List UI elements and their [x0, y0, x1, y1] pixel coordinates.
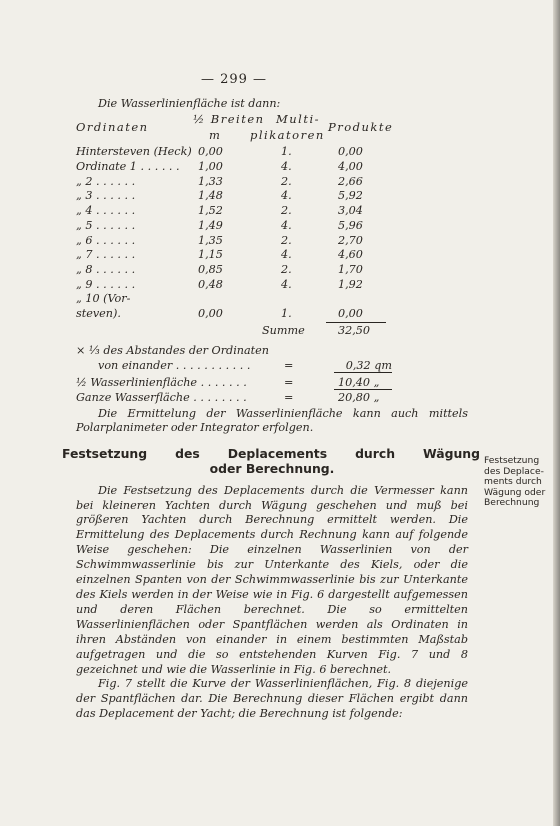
- row-label: „ 3 . . . . . .: [76, 189, 136, 203]
- result-row: [76, 359, 468, 374]
- row-breite: 0,48: [198, 277, 223, 291]
- row-breite: 0,00: [198, 306, 223, 320]
- result-equals: =: [284, 390, 294, 404]
- margin-note-line: Berechnung: [484, 497, 540, 509]
- row-multiplikator: 4.: [281, 218, 292, 232]
- result-row: [76, 344, 468, 359]
- result-label: Ganze Wasserfläche . . . . . . . .: [76, 390, 247, 404]
- row-breite: 1,00: [198, 160, 223, 174]
- result-equals: =: [284, 358, 294, 372]
- margin-note-line: Wägung oder: [484, 486, 546, 498]
- margin-note-line: ments durch: [484, 476, 542, 488]
- row-produkt: 0,00: [338, 145, 363, 159]
- result-value: 20,80 „: [338, 390, 380, 404]
- row-label: Ordinate 1 . . . . . .: [76, 160, 180, 174]
- margin-note-line: Festsetzung: [484, 455, 540, 466]
- row-produkt: 4,00: [338, 160, 363, 174]
- margin-note-line: des Deplace-: [484, 465, 544, 477]
- row-label: „ 10 (Vor-: [76, 292, 131, 306]
- row-produkt: 1,70: [338, 262, 363, 276]
- table-row: [76, 263, 468, 278]
- result-label: × ⅓ des Abstandes der Ordinaten: [76, 343, 269, 357]
- header-produkte: Produkte: [328, 120, 394, 135]
- table-row: [76, 307, 468, 322]
- row-label: Hintersteven (Heck): [76, 145, 192, 159]
- row-breite: 1,52: [198, 204, 223, 218]
- page-edge: [553, 0, 560, 826]
- row-label: „ 4 . . . . . .: [76, 204, 136, 218]
- table-row: [76, 219, 468, 234]
- margin-note: [484, 456, 554, 509]
- result-label: ½ Wasserlinienfläche . . . . . . .: [76, 375, 247, 389]
- row-produkt: 5,92: [338, 189, 363, 203]
- row-produkt: 2,70: [338, 233, 363, 247]
- page-content: [62, 96, 480, 722]
- heading-line-2: oder Berechnung.: [209, 460, 335, 476]
- heading-word: Deplacements: [227, 445, 328, 461]
- table-header: [76, 111, 468, 145]
- row-multiplikator: 4.: [281, 160, 292, 174]
- table-row: [76, 278, 468, 293]
- table-row: [76, 248, 468, 263]
- heading-word: Wägung: [423, 445, 480, 461]
- row-breite: 1,15: [198, 248, 223, 262]
- row-label: „ 6 . . . . . .: [76, 233, 136, 247]
- row-breite: 1,35: [198, 233, 223, 247]
- row-breite: 0,85: [198, 262, 223, 276]
- row-breite: 1,33: [198, 174, 223, 188]
- row-multiplikator: 2.: [281, 174, 292, 188]
- table-row: [76, 234, 468, 249]
- paragraph: Fig. 7 stellt die Kurve der Wasserlinienflächen, Fig. 8 diejenige der Spantflächen dar. Die Berechnung dieser Flächen ergibt dann das Deplacement der Yacht; die Berechnung ist folgende:: [76, 677, 468, 721]
- row-produkt: 2,66: [338, 174, 363, 188]
- section-heading: [62, 445, 480, 476]
- row-label: „ 8 . . . . . .: [76, 262, 136, 276]
- heading-word: Festsetzung: [62, 445, 148, 461]
- planimeter-note: Die Ermittelung der Wasserlinienfläche kann auch mittels Polarplanimeter oder Integrator erfolgen.: [76, 406, 468, 435]
- row-multiplikator: 1.: [281, 145, 292, 159]
- header-ordinaten: Ordinaten: [76, 120, 149, 135]
- row-multiplikator: 4.: [281, 248, 292, 262]
- row-label: „ 7 . . . . . .: [76, 248, 136, 262]
- summe-label: Summe: [262, 323, 305, 337]
- row-label: steven).: [76, 306, 121, 320]
- row-produkt: 1,92: [338, 277, 363, 291]
- row-breite: 1,48: [198, 189, 223, 203]
- body-text: [76, 484, 468, 723]
- row-multiplikator: 4.: [281, 277, 292, 291]
- row-label: „ 9 . . . . . .: [76, 277, 136, 291]
- result-label-cont: von einander . . . . . . . . . . .: [98, 358, 251, 372]
- heading-word: des: [175, 445, 200, 461]
- row-multiplikator: 4.: [281, 189, 292, 203]
- table-row: [76, 189, 468, 204]
- row-multiplikator: 2.: [281, 233, 292, 247]
- table-row: [76, 160, 468, 175]
- result-value: 0,32 qm: [334, 359, 392, 373]
- row-produkt: 3,04: [338, 204, 363, 218]
- table-body: [76, 145, 468, 321]
- page-number: — 299 —: [200, 72, 268, 87]
- result-row: [76, 376, 468, 391]
- row-produkt: 4,60: [338, 248, 363, 262]
- heading-line-1: [62, 446, 480, 461]
- row-produkt: 0,00: [338, 306, 363, 320]
- header-breiten: ½ Breiten: [193, 112, 265, 127]
- row-multiplikator: 1.: [281, 306, 292, 320]
- row-label: „ 5 . . . . . .: [76, 218, 136, 232]
- heading-word: durch: [355, 445, 396, 461]
- result-value: 10,40 „: [334, 376, 392, 390]
- paragraph: Die Festsetzung des Deplacements durch die Vermesser kann bei kleineren Yachten durch Wägung geschehen und muß bei größeren Yachten durch Berechnung ermittelt werden. Die Ermittelung des Deplacements durch Rechnung kann auf folgende Weise geschehen: Die einzelnen Wasserlinien von der Schwimmwasserlinie bis zur Unterkante des Kiels, oder die einzelnen Spanten von der Schwimmwasserlinie bis zur Unterkante des Kiels werden in der Weise wie in Fig. 6 dargestellt aufgemessen und deren Flächen berechnet. Die so ermittelten Wasserlinienflächen oder Spantflächen werden als Ordinaten in ihren Abständen von einander in einem bestimmten Maßstab aufgetragen und die so entstehenden Kurven Fig. 7 und 8 gezeichnet und wie die Wasserlinie in Fig. 6 berechnet.: [76, 483, 468, 676]
- header-breiten-unit: m: [209, 128, 222, 143]
- table-row: [76, 204, 468, 219]
- row-breite: 1,49: [198, 218, 223, 232]
- table-intro: Die Wasserlinienfläche ist dann:: [98, 97, 281, 110]
- row-produkt: 5,96: [338, 218, 363, 232]
- table-row: [76, 175, 468, 190]
- table-row: [76, 145, 468, 160]
- summe-row: [76, 323, 468, 339]
- table-row: [76, 292, 468, 307]
- header-multi: Multi-: [276, 112, 321, 127]
- row-multiplikator: 2.: [281, 262, 292, 276]
- row-breite: 0,00: [198, 145, 223, 159]
- header-plikatoren: plikatoren: [250, 128, 325, 143]
- result-equals: =: [284, 375, 294, 389]
- row-multiplikator: 2.: [281, 204, 292, 218]
- result-row: [76, 391, 468, 406]
- summe-value: 32,50: [338, 323, 371, 337]
- row-label: „ 2 . . . . . .: [76, 174, 136, 188]
